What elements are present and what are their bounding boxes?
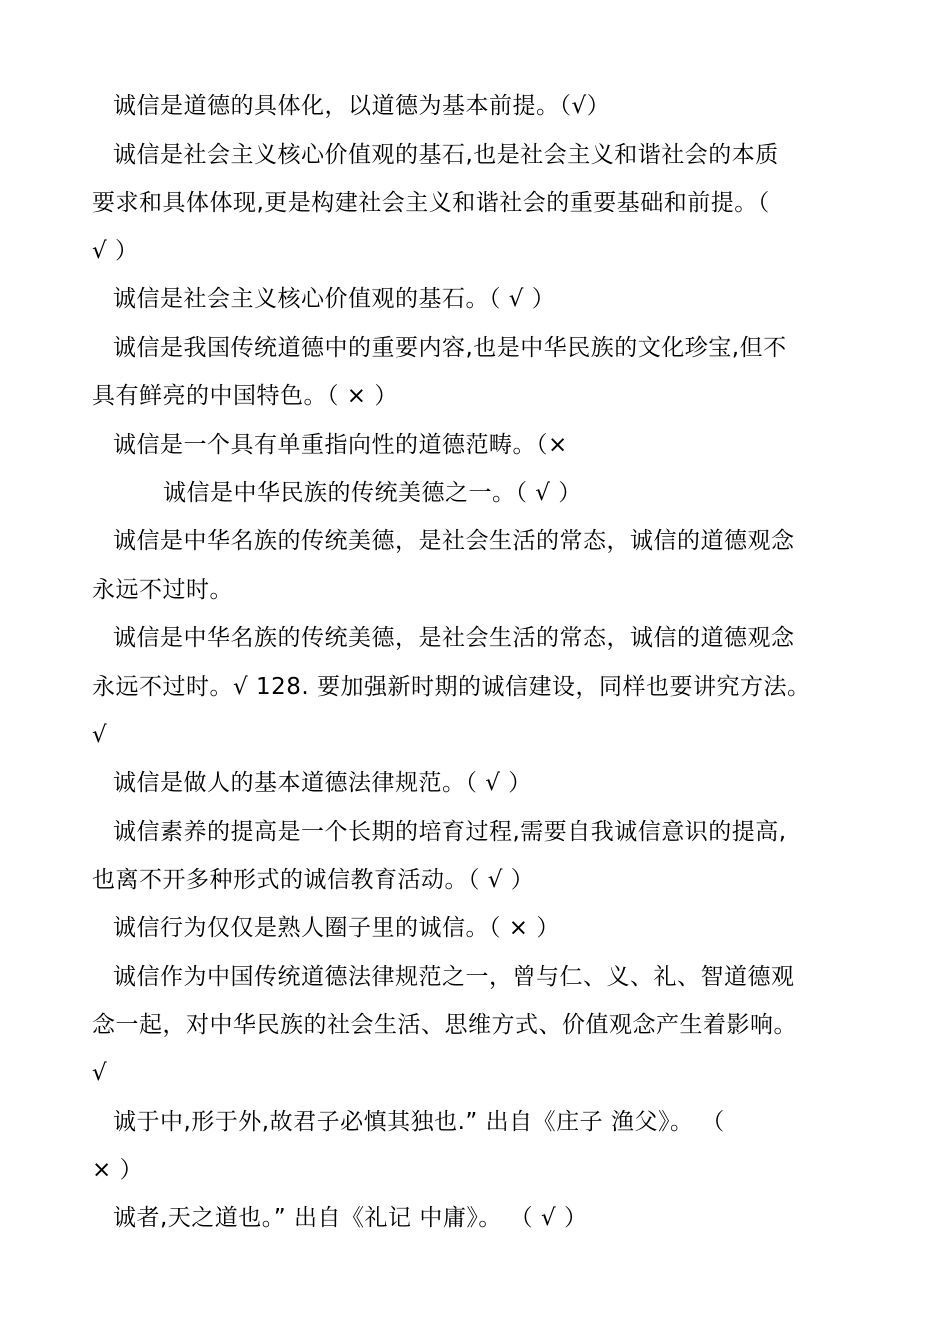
text-line-20: 念一起，对中华民族的社会生活、思维方式、价值观念产生着影响。 [92,1012,797,1038]
text-line-16: 诚信素养的提高是一个长期的培育过程,需要自我诚信意识的提高, [113,819,787,845]
text-line-19: 诚信作为中国传统道德法律规范之一，曾与仁、义、礼、智道德观 [113,964,795,990]
text-line-11: 永远不过时。 [92,577,233,603]
text-line-21: √ [92,1060,108,1086]
text-line-1: 诚信是道德的具体化，以道德为基本前提。（√） [113,93,611,119]
text-line-12: 诚信是中华名族的传统美德，是社会生活的常态，诚信的道德观念 [113,625,795,651]
text-line-14: √ [92,722,108,748]
text-line-8: 诚信是一个具有单重指向性的道德范畴。（× [113,432,568,458]
text-line-3: 要求和具体体现,更是构建社会主义和谐社会的重要基础和前提。（ [92,190,770,216]
text-line-22: 诚于中,形于外,故君子必慎其独也.” 出自《庄子 渔父》。 （ [113,1109,725,1135]
text-line-17: 也离不开多种形式的诚信教育活动。（ √ ） [92,867,535,893]
text-line-5: 诚信是社会主义核心价值观的基石。（ √ ） [113,286,556,312]
text-line-18: 诚信行为仅仅是熟人圈子里的诚信。（ × ） [113,915,560,941]
text-line-24: 诚者,天之道也。” 出自《礼记 中庸》。 （ √ ） [113,1205,588,1231]
text-line-4: √ ） [92,238,139,264]
text-line-2: 诚信是社会主义核心价值观的基石,也是社会主义和谐社会的本质 [113,142,779,168]
text-line-13: 永远不过时。√ 128. 要加强新时期的诚信建设，同样也要讲究方法。 [92,674,811,700]
text-line-10: 诚信是中华名族的传统美德，是社会生活的常态，诚信的道德观念 [113,528,795,554]
text-line-15: 诚信是做人的基本道德法律规范。（ √ ） [113,770,532,796]
text-line-23: × ） [92,1157,144,1183]
text-line-6: 诚信是我国传统道德中的重要内容,也是中华民族的文化珍宝,但不 [113,335,787,361]
text-line-7: 具有鲜亮的中国特色。（ × ） [92,383,398,409]
text-line-9: 诚信是中华民族的传统美德之一。（ √ ） [163,480,582,506]
